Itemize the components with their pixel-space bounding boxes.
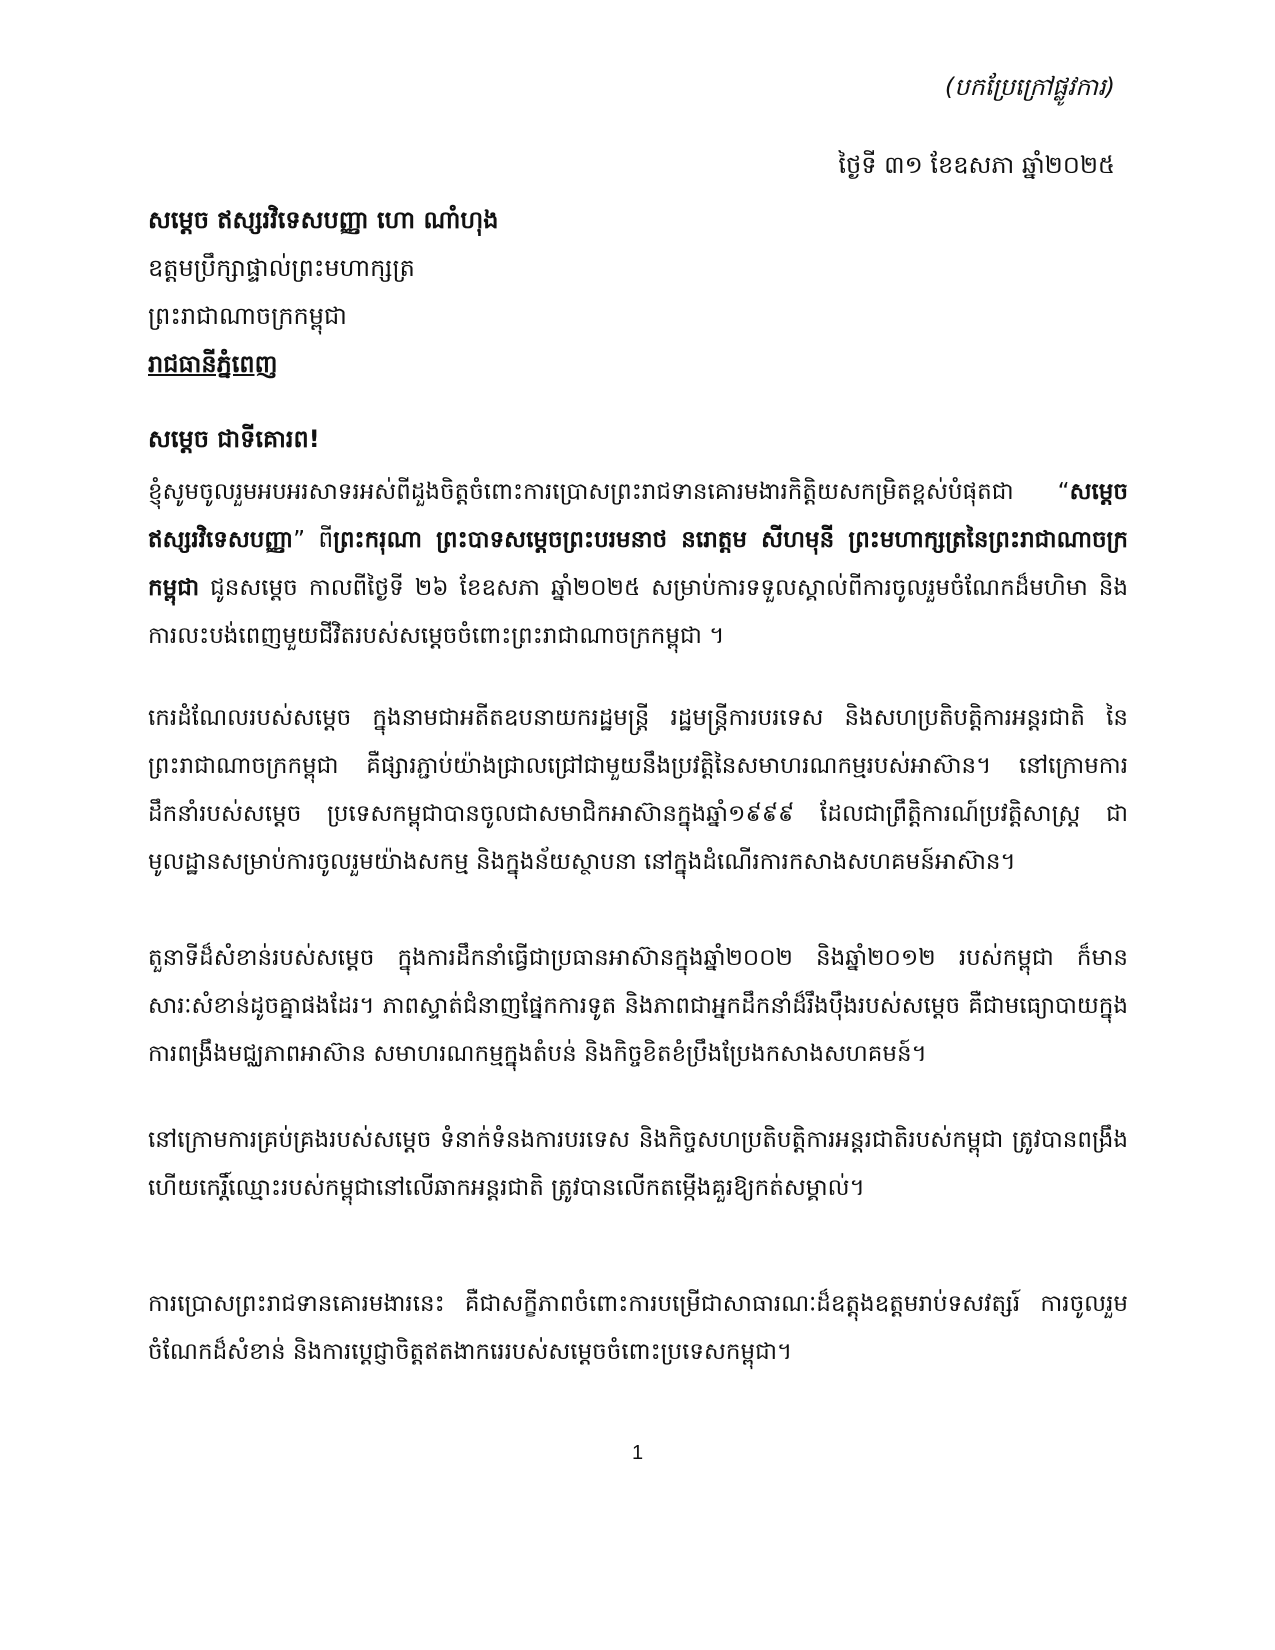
paragraph-1-title-honor: សម្តេច ឥស្សរវិទេសបញ្ញា [148,479,1128,553]
paragraph-5: ការប្រោសព្រះរាជទានគោរមងារនេះ គឺជាសក្ខីភាពចំពោះការបម្រើជាសាធារណៈដ៏ឧត្តុងឧត្តមរាប់ទសវត្សរ៍ ការចូលរួមចំណែកដ៏សំខាន់ និងការប្តេជ្ញាចិត្តឥតងាករេរបស់សម្តេចចំពោះប្រទេសកម្ពុជា។ [148,1291,1128,1365]
salutation: សម្តេច ជាទីគោរព! [148,425,320,453]
recipient-block [148,196,1128,388]
page-number: 1 [631,1442,644,1464]
recipient-city: រាជធានីភ្នំពេញ [148,350,278,378]
paragraph-1-text-c: ” ពី [293,527,334,553]
paragraph-1-text-e: ជូនសម្តេច កាលពីថ្ងៃទី ២៦ ខែឧសភា ឆ្នាំ២០២៥ សម្រាប់ការទទួលស្គាល់ពីការចូលរួមចំណែកដ៏មហិមា និងការលះបង់ពេញមួយជីវិតរបស់សម្តេចចំពោះព្រះរាជាណាចក្រកម្ពុជា ។ [148,575,1128,649]
paragraph-4: នៅក្រោមការគ្រប់គ្រងរបស់សម្តេច ទំនាក់ទំនងការបរទេស និងកិច្ចសហប្រតិបត្តិការអន្តរជាតិរបស់កម្ពុជា ត្រូវបានពង្រឹង ហើយកេរ្តិ៍ឈ្មោះរបស់កម្ពុជានៅលើឆាកអន្តរជាតិ ត្រូវបានលើកតម្កើងគួរឱ្យកត់សម្គាល់។ [148,1127,1128,1201]
paragraph-1-text-a: ខ្ញុំសូមចូលរួមអបអរសាទរអស់ពីដួងចិត្តចំពោះការប្រោសព្រះរាជទានគោរមងារកិត្តិយសកម្រិតខ្ពស់បំផុតជា “ [148,479,1070,505]
unofficial-translation-note: (បកប្រែក្រៅផ្លូវការ) [944,73,1115,101]
paragraph-2: កេរដំណែលរបស់សម្តេច ក្នុងនាមជាអតីតឧបនាយករដ្ឋមន្ត្រី រដ្ឋមន្ត្រីការបរទេស និងសហប្រតិបត្តិការអន្តរជាតិ នៃព្រះរាជាណាចក្រកម្ពុជា គឺផ្សារភ្ជាប់យ៉ាងជ្រាលជ្រៅជាមួយនឹងប្រវត្តិនៃសមាហរណកម្មរបស់អាស៊ាន។ នៅក្រោមការដឹកនាំរបស់សម្តេច ប្រទេសកម្ពុជាបានចូលជាសមាជិកអាស៊ានក្នុងឆ្នាំ១៩៩៩ ដែលជាព្រឹត្តិការណ៍ប្រវត្តិសាស្រ្ត ជាមូលដ្ឋានសម្រាប់ការចូលរួមយ៉ាងសកម្ម និងក្នុងន័យស្ថាបនា នៅក្នុងដំណើរការកសាងសហគមន៍អាស៊ាន។ [148,705,1128,875]
paragraph-1-king-title: ព្រះករុណា ព្រះបាទសម្តេចព្រះបរមនាថ នរោត្តម សីហមុនី ព្រះមហាក្សត្រនៃព្រះរាជាណាចក្រកម្ពុជា [148,527,1128,601]
recipient-name: សម្ដេច ឥស្សរវិទេសបញ្ញា ហោ ណាំហុង [148,206,499,234]
recipient-country: ព្រះរាជាណាចក្រកម្ពុជា [148,302,347,330]
paragraph-3: តួនាទីដ៏សំខាន់របស់សម្តេច ក្នុងការដឹកនាំធ្វើជាប្រធានអាស៊ានក្នុងឆ្នាំ២០០២ និងឆ្នាំ២០១២ របស់កម្ពុជា ក៏មានសារៈសំខាន់ដូចគ្នាផងដែរ។ ភាពស្ទាត់ជំនាញផ្នែកការទូត និងភាពជាអ្នកដឹកនាំដ៏រឹងប៉ឹងរបស់សម្តេច គឺជាមធ្យោបាយក្នុងការពង្រឹងមជ្ឈភាពអាស៊ាន សមាហរណកម្មក្នុងតំបន់ និងកិច្ចខិតខំប្រឹងប្រែងកសាងសហគមន៍។ [148,945,1128,1067]
recipient-title: ឧត្តមប្រឹក្សាផ្ទាល់ព្រះមហាក្សត្រ [148,254,415,282]
paragraph-1 [148,468,1128,660]
letter-date: ថ្ងៃទី ៣១ ខែឧសភា ឆ្នាំ២០២៥ [838,151,1115,179]
